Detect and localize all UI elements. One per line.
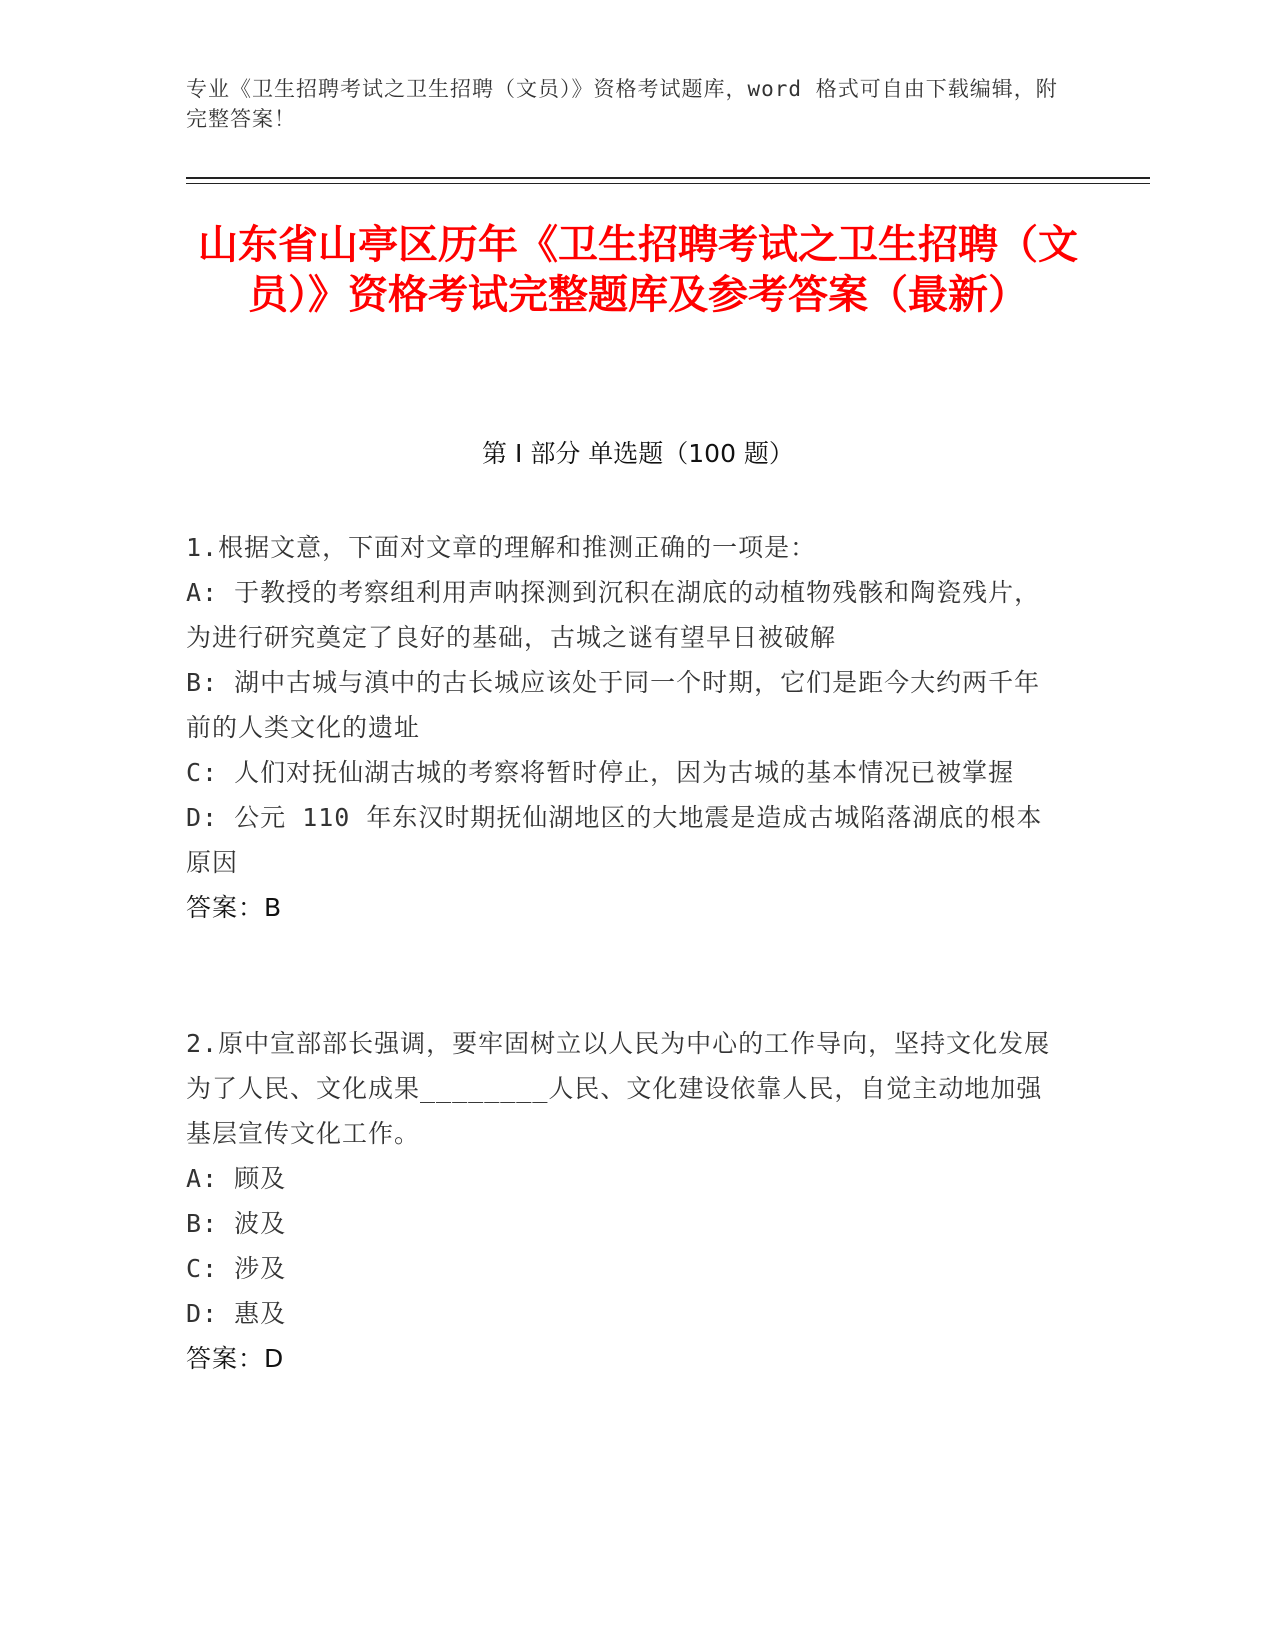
option-c: C: 涉及 [186, 1254, 287, 1283]
header-divider-thin [186, 183, 1150, 184]
header-divider-thick [186, 177, 1150, 179]
option-d: D: 公元 110 年东汉时期抚仙湖地区的大地震是造成古城陷落湖底的根本原因 [186, 803, 1043, 877]
option-a: A: 顾及 [186, 1164, 287, 1193]
option-d: D: 惠及 [186, 1299, 287, 1328]
section-heading: 第 I 部分 单选题（100 题） [482, 439, 794, 468]
question-stem: 1.根据文意，下面对文章的理解和推测正确的一项是： [186, 533, 817, 562]
question-stem: 2.原中宣部部长强调，要牢固树立以人民为中心的工作导向，坚持文化发展为了人民、文化成果________人民、文化建设依靠人民，自觉主动地加强基层宣传文化工作。 [186, 1029, 1051, 1148]
document-title: 山东省山亭区历年《卫生招聘考试之卫生招聘（文员）》资格考试完整题库及参考答案（最新） [198, 222, 1078, 318]
question-item [186, 525, 1066, 930]
header-note: 专业《卫生招聘考试之卫生招聘（文员）》资格考试题库，word 格式可自由下载编辑，附完整答案！ [186, 77, 1058, 131]
option-b: B: 波及 [186, 1209, 287, 1238]
question-item [186, 1021, 1066, 1381]
answer-line: 答案：B [186, 893, 283, 922]
option-a: A: 于教授的考察组利用声呐探测到沉积在湖底的动植物残骸和陶瓷残片，为进行研究奠定了良好的基础，古城之谜有望早日被破解 [186, 578, 1041, 652]
answer-line: 答案：D [186, 1344, 285, 1373]
option-b: B: 湖中古城与滇中的古长城应该处于同一个时期，它们是距今大约两千年前的人类文化的遗址 [186, 668, 1041, 742]
option-c: C: 人们对抚仙湖古城的考察将暂时停止，因为古城的基本情况已被掌握 [186, 758, 1015, 787]
